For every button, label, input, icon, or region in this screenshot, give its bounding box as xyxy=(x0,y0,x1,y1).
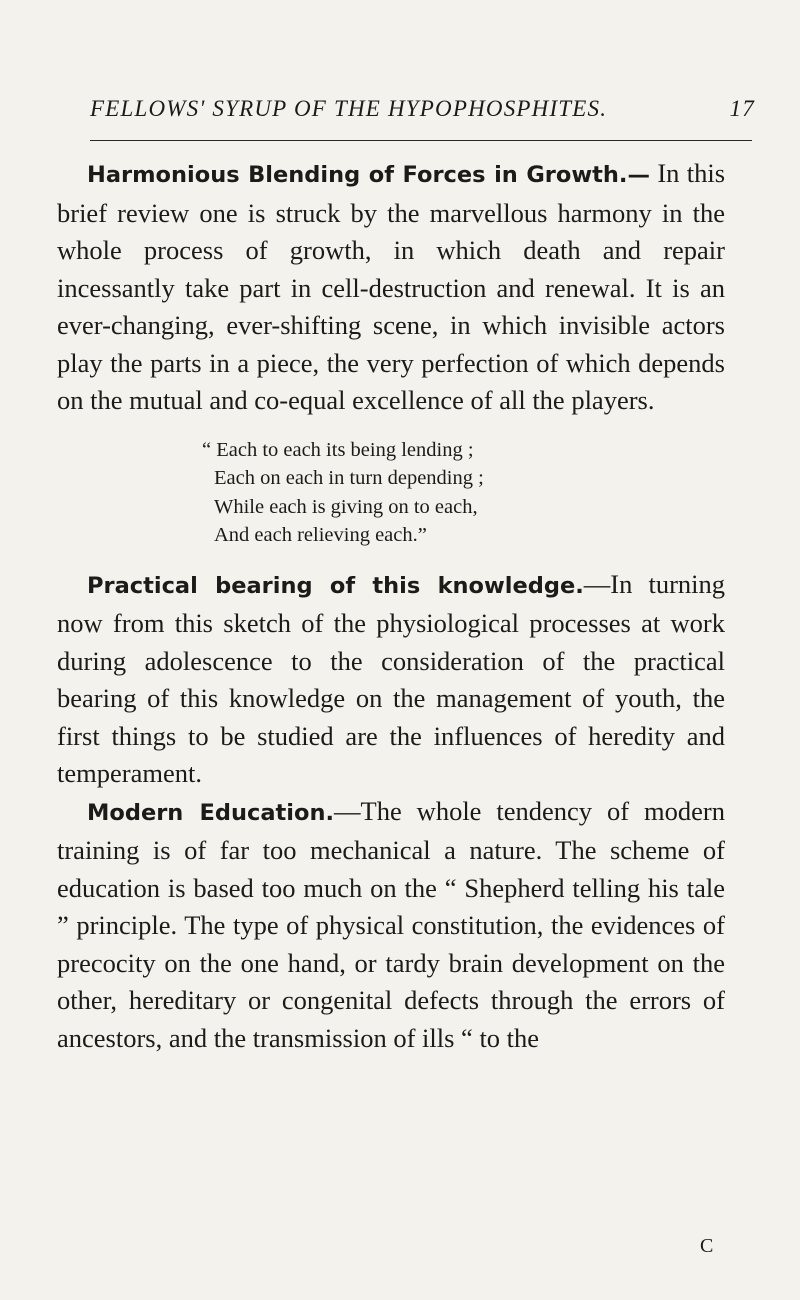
section-heading: Harmonious Blending of Forces in Growth.— xyxy=(87,162,650,188)
paragraph-text: —The whole tendency of modern training is of far too mechanical a nature. The scheme of education is based too much on the “ Shepherd telling his tale ” principle. The type of physical constitution, the evidences of precocity on the one hand, or tardy brain development on the other, hereditary or congenital defects through the errors of ancestors, and the transmission of ills “ to the xyxy=(57,795,725,1053)
paragraph-modern-education xyxy=(57,793,725,1058)
section-heading: Practical bearing of this knowledge. xyxy=(87,572,584,599)
running-head xyxy=(90,96,755,122)
verse-line: Each on each in turn depending ; xyxy=(214,467,484,489)
verse-quotation xyxy=(57,436,725,550)
running-head-title: FELLOWS' SYRUP OF THE HYPOPHOSPHITES. xyxy=(90,96,608,121)
section-heading: Modern Education. xyxy=(87,799,335,826)
paragraph-harmonious-blending xyxy=(57,155,725,420)
paragraph-text: In this brief review one is struck by the marvellous harmony in the whole process of growth, in which death and repair incessantly take part in cell-destruction and renewal. It is an ever-changing, ever-shifting scene, in which invisible actors play the parts in a piece, the very perfection of which depends on the mutual and co-equal excellence of all the players. xyxy=(57,158,726,415)
paragraph-practical-bearing xyxy=(57,566,725,793)
header-rule xyxy=(90,140,752,141)
page-number: 17 xyxy=(729,96,755,121)
body-text xyxy=(57,155,725,1057)
verse-line: “ Each to each its being lending ; xyxy=(202,438,474,461)
signature-mark: C xyxy=(700,1235,714,1257)
paragraph-text: —In turning now from this sketch of the physiological processes at work during adolescence to the consideration of the practical bearing of this knowledge on the management of youth, the first things to be studied are the influences of heredity and temperament. xyxy=(57,568,726,788)
verse-line: And each relieving each.” xyxy=(214,524,427,546)
verse-line: While each is giving on to each, xyxy=(214,495,478,518)
